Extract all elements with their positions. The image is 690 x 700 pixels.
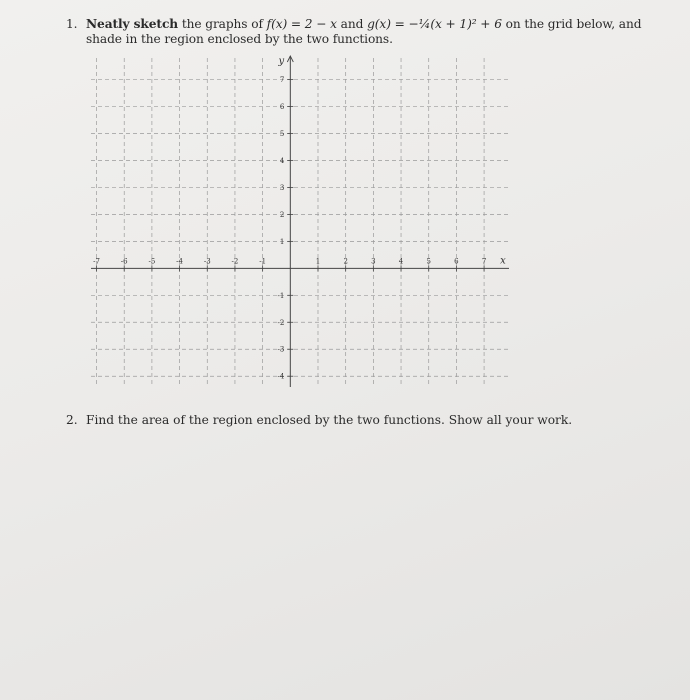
question-1-text-a: the graphs of <box>178 17 267 31</box>
x-tick-label: 2 <box>343 257 348 266</box>
question-1-text-b: and <box>336 17 368 31</box>
y-axis-label: y <box>278 56 285 67</box>
x-tick-label: 6 <box>454 257 459 266</box>
f-definition: f(x) = 2 − x <box>266 17 337 31</box>
x-tick-label: -7 <box>93 257 100 266</box>
coordinate-grid[interactable] <box>85 50 515 395</box>
x-tick-label: -4 <box>176 257 183 266</box>
question-1-text-c: on the grid below, and shade in the region enclosed by the two functions. <box>86 17 642 46</box>
y-tick-label: -1 <box>277 291 285 300</box>
y-tick-label: 4 <box>279 156 285 165</box>
grid-svg[interactable] <box>85 50 515 395</box>
y-tick-label: 1 <box>279 237 285 246</box>
question-1-lead: Neatly sketch <box>86 17 179 31</box>
y-tick-label: 6 <box>279 103 285 112</box>
x-tick-label: 4 <box>398 257 404 266</box>
question-1-number: 1. <box>66 17 78 31</box>
y-tick-label: 7 <box>279 76 285 85</box>
y-tick-label: -4 <box>277 372 285 381</box>
x-tick-label: 7 <box>481 257 487 266</box>
x-tick-label: -3 <box>203 257 211 266</box>
y-tick-label: 2 <box>279 210 285 219</box>
x-tick-label: -5 <box>148 257 156 266</box>
y-tick-label: -2 <box>277 318 285 327</box>
question-1-text <box>86 17 676 47</box>
x-tick-label: 3 <box>371 257 376 266</box>
x-tick-label: 5 <box>426 257 431 266</box>
y-tick-label: -3 <box>277 345 285 354</box>
y-tick-label: 5 <box>279 130 285 139</box>
x-tick-label: -2 <box>231 257 239 266</box>
y-tick-label: 3 <box>279 183 285 192</box>
x-tick-label: -6 <box>120 257 128 266</box>
question-2-number: 2. <box>66 413 78 427</box>
x-tick-label: 1 <box>315 257 321 266</box>
question-2-text: Find the area of the region enclosed by the two functions. Show all your work. <box>86 413 573 427</box>
x-tick-label: -1 <box>259 257 267 266</box>
x-axis-label: x <box>500 255 506 267</box>
g-definition: g(x) = −¼(x + 1)² + 6 <box>367 17 502 31</box>
